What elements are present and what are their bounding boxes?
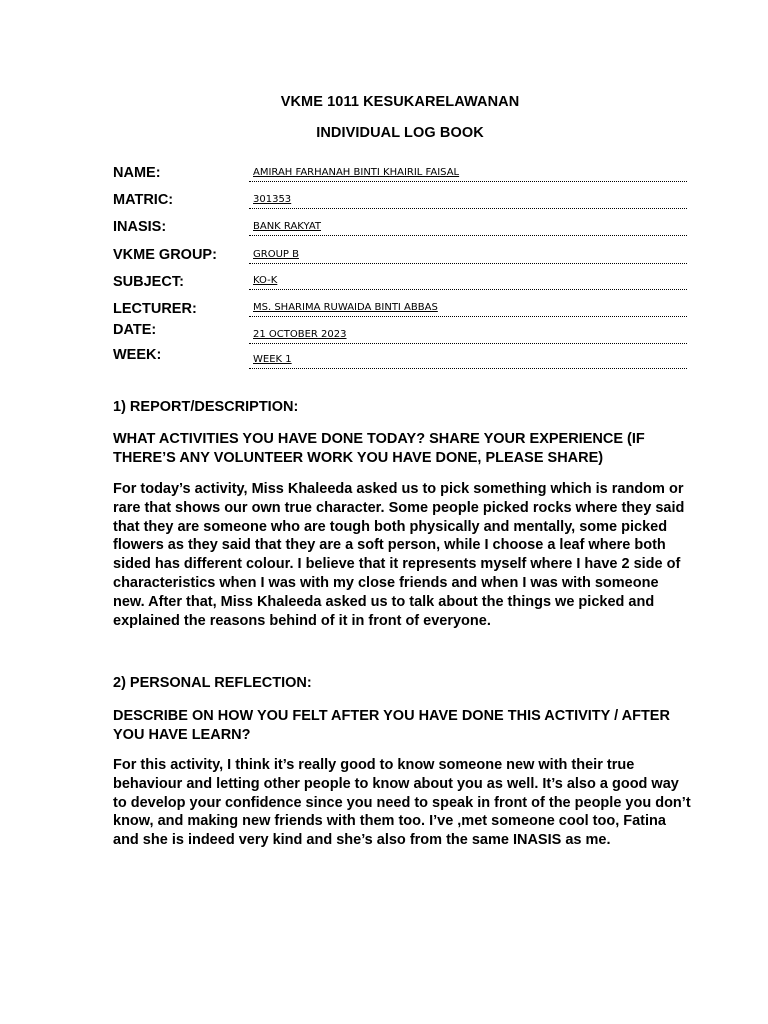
- section2-answer: For this activity, I think it’s really good to know someone new with their true behaviour and letting other people to know about you as well. It’s also a good way to develop your confidence since you need to speak in front of the people you don’t know, and making new friends with them too. I’ve ,met someone cool too, Fatina and she is indeed very kind and she’s also from the same INASIS as me.: [113, 757, 691, 849]
- name-value: AMIRAH FARHANAH BINTI KHAIRIL FAISAL: [253, 167, 460, 178]
- subject-label: SUBJECT:: [113, 274, 184, 290]
- lecturer-label: LECTURER:: [113, 301, 197, 317]
- week-value-line: [249, 351, 687, 369]
- group-value: GROUP B: [253, 249, 299, 260]
- section2-question: DESCRIBE ON HOW YOU FELT AFTER YOU HAVE DONE THIS ACTIVITY / AFTER YOU HAVE LEARN?: [113, 708, 670, 743]
- week-label: WEEK:: [113, 347, 162, 363]
- date-label: DATE:: [113, 322, 157, 338]
- group-label: VKME GROUP:: [113, 247, 217, 263]
- date-value-line: [249, 326, 687, 344]
- matric-label: MATRIC:: [113, 192, 174, 208]
- section1-question: WHAT ACTIVITIES YOU HAVE DONE TODAY? SHARE YOUR EXPERIENCE (IF THERE’S ANY VOLUNTEER WORK YOU HAVE DONE, PLEASE SHARE): [113, 431, 645, 466]
- inasis-value: BANK RAKYAT: [253, 221, 322, 232]
- name-value-line: [249, 164, 687, 182]
- week-value: WEEK 1: [253, 354, 292, 365]
- inasis-label: INASIS:: [113, 219, 167, 235]
- matric-value: 301353: [253, 194, 292, 205]
- lecturer-value: MS. SHARIMA RUWAIDA BINTI ABBAS: [253, 302, 438, 313]
- document-title: INDIVIDUAL LOG BOOK: [316, 125, 484, 141]
- date-value: 21 OCTOBER 2023: [253, 329, 347, 340]
- inasis-value-line: [249, 218, 687, 236]
- name-label: NAME:: [113, 165, 161, 181]
- lecturer-value-line: [249, 299, 687, 317]
- section1-heading: 1) REPORT/DESCRIPTION:: [113, 399, 299, 415]
- subject-value: KO-K: [253, 275, 278, 286]
- section1-answer: For today’s activity, Miss Khaleeda asked us to pick something which is random or rare that shows our own true character. Some people picked rocks where they said that they are someone who are tough both physically and mentally, some picked flowers as they said that they are a soft person, while I choose a leaf where both sided has different colour. I believe that it represents myself where I have 2 side of characteristics when I was with my close friends and when I was with someone new. After that, Miss Khaleeda asked us to talk about the things we picked and explained the reasons behind of it in front of everyone.: [113, 481, 685, 629]
- subject-value-line: [249, 272, 687, 290]
- course-title: VKME 1011 KESUKARELAWANAN: [280, 94, 520, 110]
- matric-value-line: [249, 191, 687, 209]
- group-value-line: [249, 246, 687, 264]
- section2-heading: 2) PERSONAL REFLECTION:: [113, 675, 312, 691]
